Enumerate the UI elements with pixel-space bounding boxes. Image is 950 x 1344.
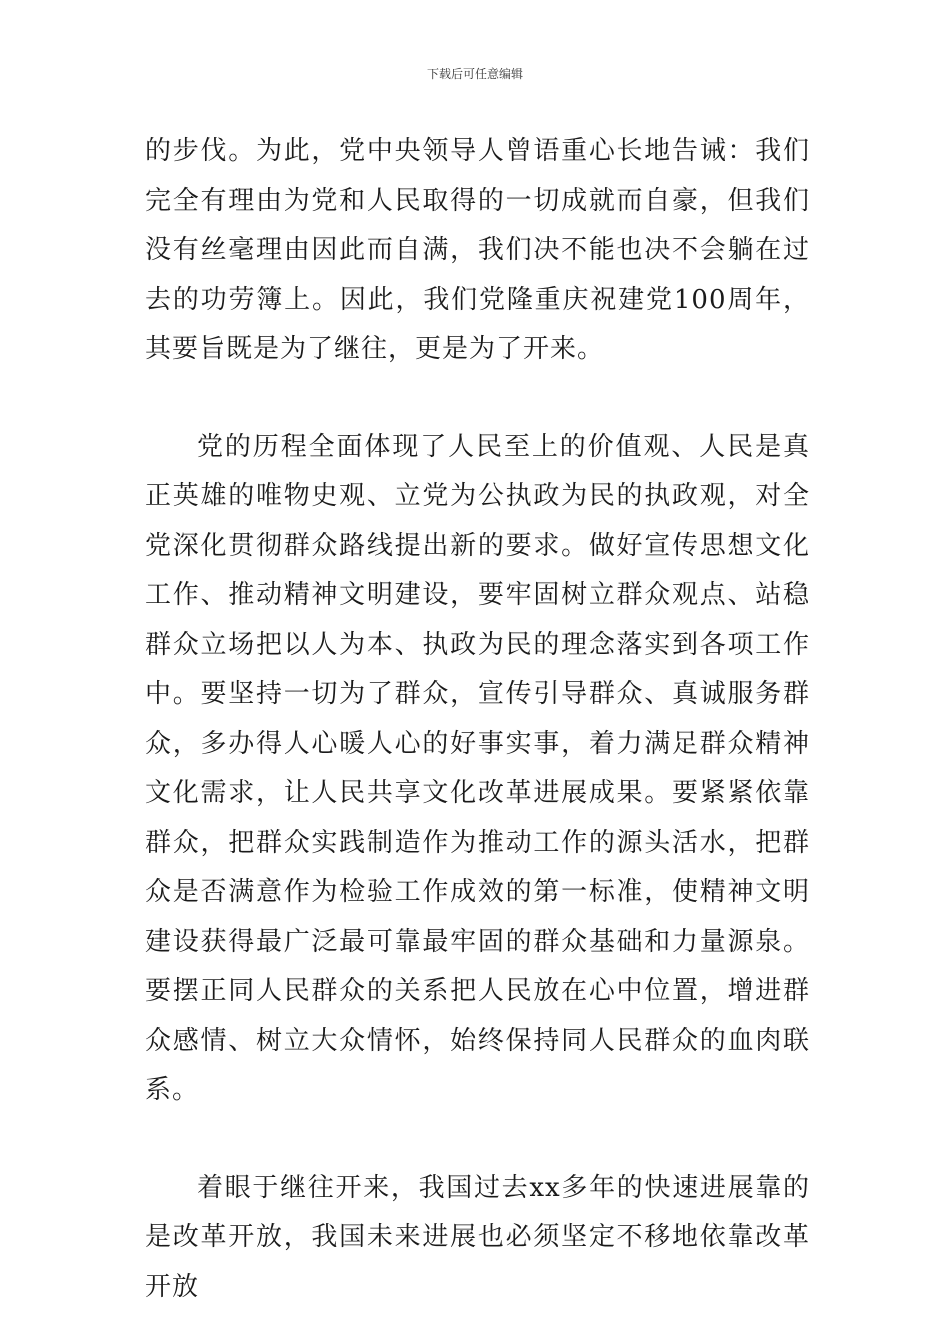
page-header: 下载后可任意编辑 — [426, 67, 523, 81]
paragraph-spacer — [145, 375, 810, 423]
paragraph-1: 的步伐。为此，党中央领导人曾语重心长地告诫：我们完全有理由为党和人民取得的一切成就而自豪，但我们没有丝毫理由因此而自满，我们决不能也决不会躺在过去的功劳簿上。因此，我们党隆重庆祝建党100周年，其要旨既是为了继往，更是为了开来。 — [145, 136, 810, 364]
paragraph-3: 着眼于继往开来，我国过去xx多年的快速进展靠的是改革开放，我国未来进展也必须坚定不移地依靠改革开放 — [145, 1172, 810, 1302]
document-body — [145, 127, 810, 1312]
paragraph-spacer — [145, 1116, 810, 1164]
paragraph-2: 党的历程全面体现了人民至上的价值观、人民是真正英雄的唯物史观、立党为公执政为民的执政观，对全党深化贯彻群众路线提出新的要求。做好宣传思想文化工作、推动精神文明建设，要牢固树立群众观点、站稳群众立场把以人为本、执政为民的理念落实到各项工作中。要坚持一切为了群众，宣传引导群众、真诚服务群众，多办得人心暖人心的好事实事，着力满足群众精神文化需求，让人民共享文化改革进展成果。要紧紧依靠群众，把群众实践制造作为推动工作的源头活水，把群众是否满意作为检验工作成效的第一标准，使精神文明建设获得最广泛最可靠最牢固的群众基础和力量源泉。要摆正同人民群众的关系把人民放在心中位置，增进群众感情、树立大众情怀，始终保持同人民群众的血肉联系。 — [145, 431, 810, 1105]
